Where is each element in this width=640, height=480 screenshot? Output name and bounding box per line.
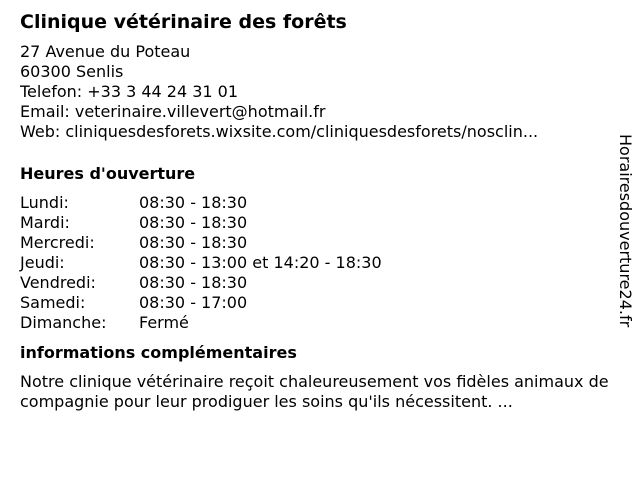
hours-row — [20, 233, 610, 253]
day-label: Jeudi: — [20, 253, 65, 272]
watermark-text: Horairesdouverture24.fr — [616, 134, 635, 328]
day-hours: 08:30 - 18:30 — [139, 233, 248, 252]
day-hours: 08:30 - 18:30 — [139, 193, 248, 212]
info-heading: informations complémentaires — [20, 343, 297, 362]
address-city: 60300 Senlis — [20, 62, 124, 81]
web-line: Web: cliniquesdesforets.wixsite.com/cliniquesdesforets/nosclin... — [20, 122, 539, 141]
day-label: Vendredi: — [20, 273, 96, 292]
day-hours: 08:30 - 13:00 et 14:20 - 18:30 — [139, 253, 382, 272]
day-hours: Fermé — [139, 313, 189, 332]
day-label: Lundi: — [20, 193, 69, 212]
hours-row — [20, 193, 610, 213]
day-label: Samedi: — [20, 293, 86, 312]
clinic-card — [20, 10, 610, 412]
address-street: 27 Avenue du Poteau — [20, 42, 191, 61]
day-hours: 08:30 - 18:30 — [139, 213, 248, 232]
clinic-name: Clinique vétérinaire des forêts — [20, 11, 347, 33]
hours-heading: Heures d'ouverture — [20, 164, 196, 183]
day-label: Dimanche: — [20, 313, 107, 332]
hours-row — [20, 313, 610, 333]
day-hours: 08:30 - 17:00 — [139, 293, 248, 312]
contact-block — [20, 42, 610, 142]
day-label: Mardi: — [20, 213, 70, 232]
opening-hours-table — [20, 193, 610, 333]
info-text: Notre clinique vétérinaire reçoit chaleureusement vos fidèles animaux de compagnie pour leur prodiguer les soins qu'ils nécessitent. ... — [20, 372, 609, 411]
day-hours: 08:30 - 18:30 — [139, 273, 248, 292]
hours-row — [20, 293, 610, 313]
phone-line: Telefon: +33 3 44 24 31 01 — [20, 82, 239, 101]
hours-row — [20, 213, 610, 233]
hours-row — [20, 273, 610, 293]
day-label: Mercredi: — [20, 233, 95, 252]
hours-row — [20, 253, 610, 273]
email-line: Email: veterinaire.villevert@hotmail.fr — [20, 102, 326, 121]
